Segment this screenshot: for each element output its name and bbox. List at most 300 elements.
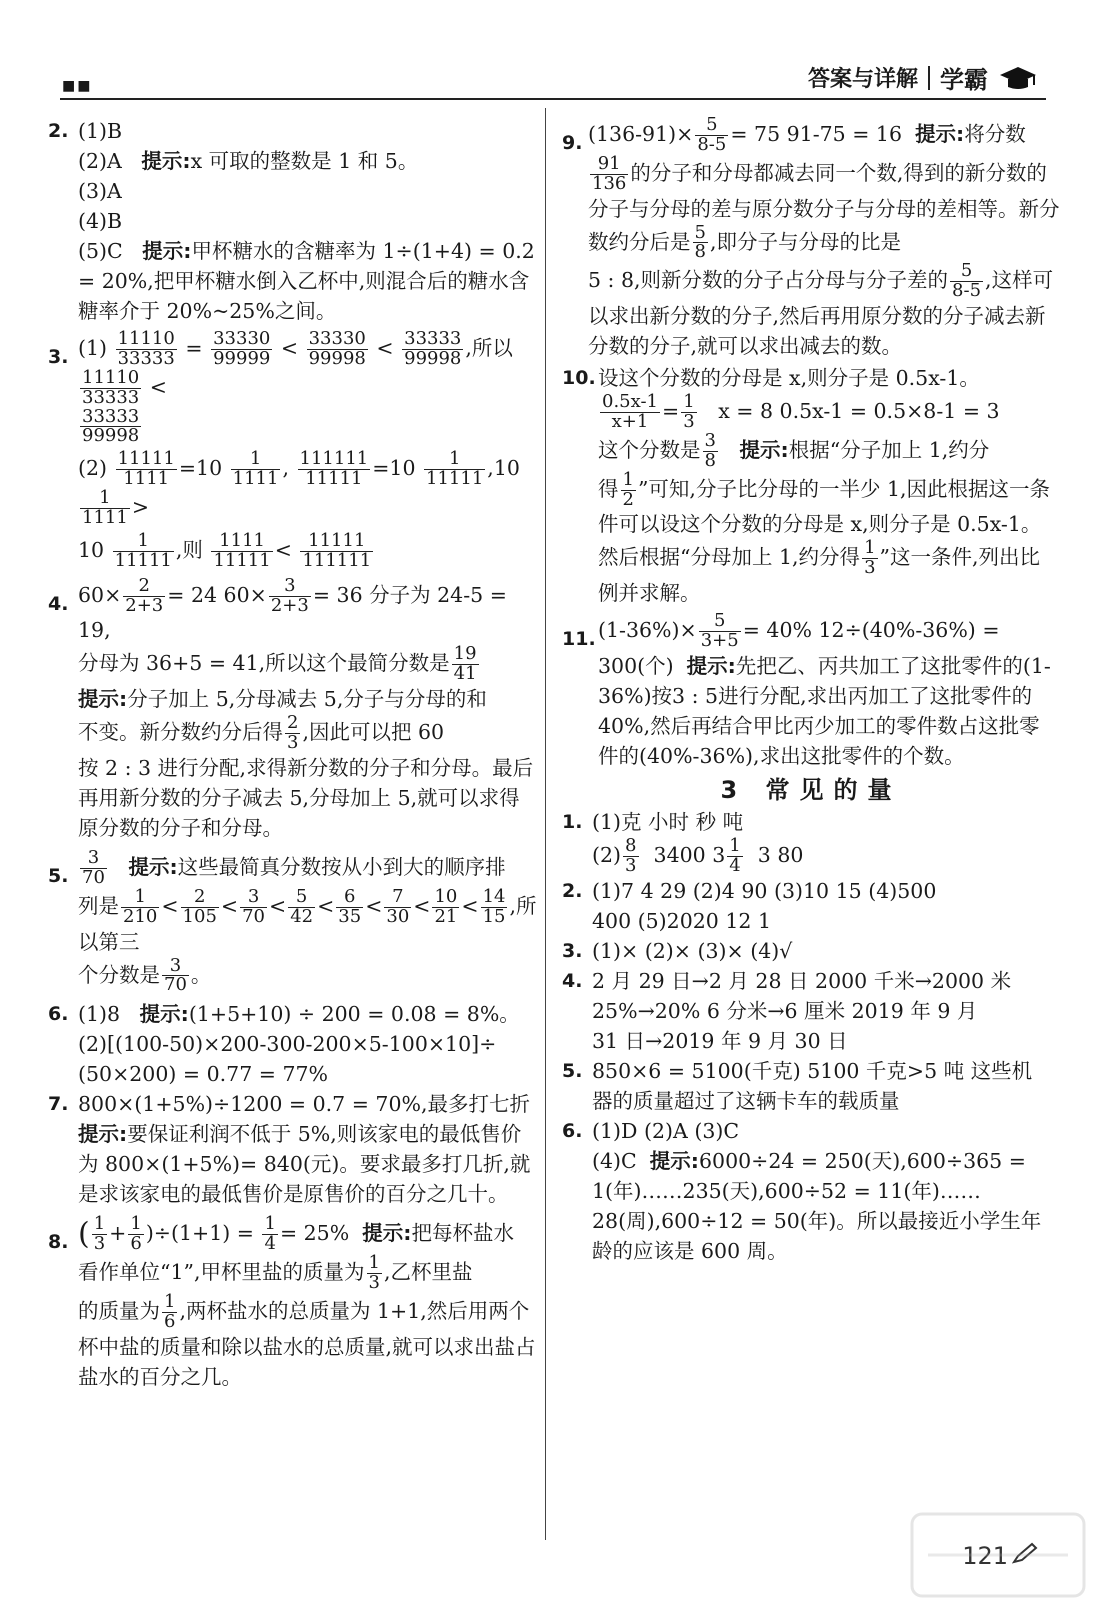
denominator: 105 <box>182 905 217 927</box>
numerator: 3 <box>80 849 107 869</box>
answer-text: 3 80 <box>757 842 804 867</box>
item-number: 5. <box>562 1059 583 1082</box>
hint-label: 提示: <box>686 654 736 679</box>
section3-answer-3 <box>562 936 1060 966</box>
denominator: 11111 <box>426 468 484 490</box>
expression-text: = 25% <box>279 1221 350 1246</box>
answer-text: 300(个) <box>598 654 674 679</box>
section-title: 3 常见的量 <box>720 776 902 805</box>
expression-text: (136-91)× <box>588 121 694 146</box>
answer-line: (1)D (2)A (3)C <box>592 1118 740 1143</box>
denominator: x+1 <box>611 411 649 433</box>
answer-line: 850×6 = 5100(千克) 5100 千克>5 吨 这些机 <box>592 1058 1033 1083</box>
numerator: 1 <box>121 888 159 908</box>
numerator: 8 <box>625 835 637 857</box>
operator: < <box>220 893 239 918</box>
fraction <box>590 152 628 194</box>
denominator: 4 <box>264 1233 276 1255</box>
answer-6 <box>48 999 538 1089</box>
expression-text: )÷(1+1) = <box>145 1221 254 1246</box>
item-number: 2. <box>562 879 583 902</box>
item-number: 8. <box>48 1231 69 1254</box>
answer-line: (3)A <box>78 179 122 203</box>
numerator: 0.5x-1 <box>602 391 658 413</box>
answer-line <box>78 1119 538 1209</box>
denominator: 41 <box>453 663 477 685</box>
fraction <box>80 405 141 447</box>
answer-line <box>598 393 1060 432</box>
answer-line <box>598 612 1060 651</box>
operator: < <box>376 335 394 360</box>
expression-text: = 40% 12÷(40%-36%) = <box>742 618 1000 643</box>
part-label: (2) <box>592 842 622 867</box>
hint-label: 提示: <box>362 1221 412 1246</box>
fraction <box>699 612 741 651</box>
section3-answer-5 <box>562 1056 1060 1116</box>
numerator: 3 <box>240 888 267 908</box>
right-column <box>562 116 1060 1266</box>
operator: = <box>185 335 203 360</box>
hint-text: x 可取的整数是 1 和 5。 <box>190 149 419 173</box>
hint-text: 按 2 : 3 进行分配,求得新分数的分子和分母。最后再用新分数的分子减去 5,分母加上 5,就可以求得原分数的分子和分母。 <box>78 756 534 841</box>
fraction <box>128 1215 143 1254</box>
item-number: 6. <box>562 1119 583 1142</box>
answer-line <box>78 885 538 957</box>
numerator: 1 <box>80 489 130 509</box>
item-number: 4. <box>562 969 583 992</box>
hint-text: ,两杯盐水的总质量为 1+1,然后用两个杯中盐的质量和除以盐水的总质量,就可以求出盐占盐水的百分之几。 <box>78 1298 536 1389</box>
fraction <box>424 450 485 489</box>
numerator: 14 <box>482 885 506 907</box>
operator: < <box>274 537 292 562</box>
fraction <box>402 330 463 369</box>
numerator: 33333 <box>404 328 462 349</box>
numerator: 1 <box>864 537 876 559</box>
hint-text: 这些最简真分数按从小到大的顺序排 <box>177 854 506 879</box>
operator: < <box>149 374 167 399</box>
denominator: 4 <box>729 854 741 876</box>
denominator: 99998 <box>308 347 366 369</box>
answer-text: 3400 3 <box>653 842 726 867</box>
denominator: 3 <box>864 557 876 579</box>
answer-4 <box>48 574 538 843</box>
hint-text: ,乙杯里盐 <box>383 1260 473 1285</box>
operator: =10 <box>372 456 416 481</box>
numerator: 33330 <box>308 328 366 349</box>
numerator: 1 <box>264 1213 276 1235</box>
hint-text: 不变。新分数约分后得 <box>78 720 283 745</box>
left-column <box>48 116 538 1392</box>
expression-text: x = 8 0.5x-1 = 0.5×8-1 = 3 <box>718 399 1000 424</box>
fraction <box>862 539 877 578</box>
fraction <box>384 885 411 927</box>
item-number: 5. <box>48 865 69 888</box>
numerator: 1 <box>729 835 741 857</box>
part-label: (1) <box>78 335 108 360</box>
denominator: 99999 <box>213 347 271 369</box>
header-brand: 学霸 <box>940 66 988 94</box>
answer-line <box>78 574 538 646</box>
header-title-group <box>808 60 1038 95</box>
denominator: 11111 <box>305 468 363 490</box>
numerator: 33333 <box>82 405 140 427</box>
fraction <box>80 489 130 528</box>
answer-line: 设这个分数的分母是 x,则分子是 0.5x-1。 <box>598 366 980 391</box>
answer-9 <box>562 116 1060 361</box>
connector-text: , <box>282 456 289 481</box>
hint-text: ,即分子与分母的比是 <box>709 229 901 254</box>
denominator: 3 <box>625 854 637 876</box>
hint-label: 提示: <box>141 149 191 173</box>
fraction <box>181 885 219 927</box>
numerator: 5 <box>699 612 741 632</box>
section3-answer-4 <box>562 966 1060 1056</box>
answer-line: 器的质量超过了这辆卡车的载质量 <box>592 1088 900 1113</box>
answer-2 <box>48 116 538 326</box>
answer-line <box>78 330 538 408</box>
denominator: 99998 <box>82 425 140 447</box>
answer-line <box>78 450 538 528</box>
fraction <box>367 1254 382 1293</box>
numerator: 1 <box>164 1290 176 1312</box>
hint-text: ”可知,分子比分母的一半少 1,因此根据这一条件可以设这个分数的分母是 x,则分子是 0.5x-1。然后根据“分母加上 1,约分得 <box>598 476 1051 570</box>
denominator: 21 <box>434 905 458 927</box>
operator: < <box>365 893 383 918</box>
denominator: 6 <box>164 1310 176 1332</box>
operator: < <box>269 893 287 918</box>
hint-text: (1+5+10) ÷ 200 = 0.08 = 8%。 <box>188 1002 520 1027</box>
item-number: 2. <box>48 120 69 142</box>
numerator: 1111 <box>211 532 272 552</box>
hint-text: 看作单位“1”,甲杯里盐的质量为 <box>78 1260 365 1285</box>
answer-3 <box>48 330 538 571</box>
answer-line: 800×(1+5%)÷1200 = 0.7 = 70%,最多打七折 <box>78 1092 530 1117</box>
hint-text: ,所以第三 <box>78 893 537 954</box>
operator: < <box>461 893 479 918</box>
denominator: 70 <box>164 974 187 996</box>
denominator: 3 <box>93 1233 106 1255</box>
denominator: 1111 <box>82 507 128 529</box>
item-number: 9. <box>562 132 583 154</box>
fraction <box>452 645 479 684</box>
numerator: 1 <box>622 468 634 490</box>
section3-answer-2 <box>562 876 1060 936</box>
denominator: 42 <box>290 905 314 927</box>
fraction <box>262 1215 277 1254</box>
fraction <box>80 849 107 888</box>
hint-text: ,因此可以把 60 <box>302 720 445 745</box>
fraction <box>240 885 267 927</box>
hint-text: 列是 <box>78 893 119 918</box>
answer-text: 这个分数是 <box>598 437 701 462</box>
denominator: 8 <box>704 449 716 471</box>
section3-answer-1 <box>562 807 1060 876</box>
answer-line <box>598 468 1060 609</box>
header-title: 答案与详解 <box>807 67 918 92</box>
hint-text: 6000÷24 = 250(天),600÷365 = 1(年)……235(天),600÷52 = 11(年)……28(周),600÷12 = 50(年)。所以最接近小学生年龄的应该是 600 周。 <box>592 1148 1042 1263</box>
expression-text: (1-36%)× <box>598 618 697 643</box>
answer-line: 25%→20% 6 分米→6 厘米 2019 年 9 月 <box>592 998 978 1023</box>
hint-text: 得 <box>598 476 619 501</box>
numerator: 1 <box>130 1213 142 1235</box>
hint-text: 个分数是 <box>78 962 160 987</box>
fraction <box>693 221 708 263</box>
operator: < <box>161 893 179 918</box>
answer-line <box>592 837 1060 876</box>
fraction-sequence <box>119 885 509 927</box>
graduation-cap-icon <box>998 65 1038 91</box>
denominator: 3 <box>683 411 695 433</box>
operator: < <box>413 893 431 918</box>
answer-line <box>588 152 1060 263</box>
numerator: 1 <box>93 1213 106 1235</box>
fraction <box>336 885 363 927</box>
denominator: 70 <box>82 866 105 888</box>
hint-text: 将分数 <box>964 121 1026 146</box>
operator: ( <box>78 1216 90 1252</box>
item-number: 11. <box>562 628 596 651</box>
answer-watermark <box>908 1510 1088 1600</box>
denominator: 99998 <box>404 347 462 369</box>
denominator: 35 <box>338 905 362 927</box>
fraction <box>92 1215 107 1254</box>
item-number: 1. <box>562 811 583 834</box>
hint-text: 5 : 8,则新分数的分子占分母与分子差的 <box>588 268 949 293</box>
answer-line <box>78 999 538 1029</box>
hint-label: 提示: <box>739 437 789 462</box>
numerator: 1 <box>683 391 695 413</box>
fraction <box>307 330 368 369</box>
numerator: 3 <box>162 957 189 977</box>
answer-line <box>78 146 538 176</box>
fraction <box>162 954 189 996</box>
answer-line <box>78 849 538 888</box>
answer-line <box>588 262 1060 361</box>
item-number: 10. <box>562 367 596 390</box>
hint-label: 提示: <box>915 121 965 146</box>
numerator: 111111 <box>299 448 369 470</box>
hint-text: 先把乙、丙共加工了这批零件的(1-36%)按3 : 5进行分配,求出丙加工了这批零件的 40%,然后再结合甲比丙少加工的零件数占这批零件的(40%-36%),求出这批零件的个数。 <box>598 654 1051 769</box>
denominator: 3+5 <box>700 630 739 652</box>
denominator: 11111 <box>114 549 172 571</box>
hint-text: 甲杯糖水的含糖率为 1÷(1+4) = 0.2 = 20%,把甲杯糖水倒入乙杯中,则混合后的糖水含糖率介于 20%~25%之间。 <box>78 239 535 323</box>
operator: > <box>131 495 149 520</box>
section3-answer-6 <box>562 1116 1060 1266</box>
answer-line <box>78 236 538 326</box>
denominator: 33333 <box>82 386 140 408</box>
expression-text: = 36 分子为 24-5 = 19, <box>78 582 507 643</box>
hint-text: 分子加上 5,分母减去 5,分子与分母的和 <box>127 687 487 712</box>
numerator: 1 <box>231 450 281 470</box>
fraction <box>681 393 696 432</box>
numerator: 2 <box>123 577 165 597</box>
denominator: 30 <box>386 905 410 927</box>
answer-8 <box>48 1215 538 1391</box>
hint-text: 。 <box>190 962 212 987</box>
item-number: 3. <box>48 346 69 368</box>
numerator: 11111 <box>117 448 175 470</box>
denominator: 1111 <box>123 468 170 490</box>
answer-choice: (2)A <box>78 149 122 173</box>
numerator: 33330 <box>213 328 271 349</box>
denominator: 136 <box>592 172 627 194</box>
fraction <box>481 885 508 927</box>
fraction <box>727 837 742 876</box>
answer-line: 400 (5)2020 12 1 <box>592 908 772 933</box>
item-number: 3. <box>562 939 583 962</box>
answer-line: (1)克 小时 秒 吨 <box>592 810 744 835</box>
fraction <box>113 529 174 571</box>
hint-text: 的质量为 <box>78 1298 160 1323</box>
numerator: 5 <box>288 888 315 908</box>
hint-text: ,这样可以求出新分数的分子,然后再用原分数的分子减去新分数的分子,就可以求出减去的数。 <box>588 268 1054 359</box>
fraction <box>432 885 459 927</box>
hint-text: 要保证利润不低于 5%,则该家电的最低售价为 800×(1+5%)= 840(元)。要求最多打几折,就是求该家电的最低售价是原售价的百分之几十。 <box>78 1122 531 1207</box>
fraction <box>950 262 983 301</box>
denominator: 11111 <box>213 549 271 571</box>
operator: =10 <box>178 456 223 481</box>
numerator: 1 <box>113 532 174 552</box>
answer-choice: (1)8 <box>78 1002 121 1027</box>
fraction <box>621 468 636 510</box>
answer-7 <box>48 1089 538 1209</box>
denominator: 8-5 <box>697 133 727 155</box>
fraction <box>80 366 141 408</box>
connector-text: ,10 <box>487 456 520 481</box>
page-number: 121 <box>962 1542 1008 1570</box>
numerator: 2 <box>287 712 299 734</box>
numerator: 11111 <box>300 532 373 552</box>
answer-line <box>78 954 538 996</box>
fraction <box>288 885 315 927</box>
expression-text: = 24 60× <box>167 582 267 607</box>
column-divider <box>545 108 546 1540</box>
fraction <box>123 574 165 616</box>
fraction <box>162 1290 177 1332</box>
hint-text: ”这一条件,列出比例并求解。 <box>598 545 1041 606</box>
denominator: 3 <box>368 1272 380 1294</box>
numerator: 6 <box>336 888 363 908</box>
denominator: 33333 <box>117 347 175 369</box>
numerator: 1 <box>424 450 485 470</box>
answer-line <box>78 529 538 571</box>
fraction <box>116 330 177 369</box>
denominator: 2 <box>622 488 634 510</box>
answer-line: 2 月 29 日→2 月 28 日 2000 千米→2000 米 <box>592 968 1012 993</box>
answer-line: 31 日→2019 年 9 月 30 日 <box>592 1028 848 1053</box>
numerator: 1 <box>368 1252 380 1274</box>
fraction <box>695 116 728 155</box>
numerator: 10 <box>434 885 458 907</box>
operator: < <box>317 893 335 918</box>
numerator: 11110 <box>117 328 175 349</box>
denominator: 70 <box>242 905 265 927</box>
answer-line <box>588 116 1060 155</box>
answer-line: (1)× (2)× (3)× (4)√ <box>592 938 793 963</box>
answer-text: 分母为 36+5 = 41,所以这个最简分数是 <box>78 651 450 676</box>
numerator: 91 <box>590 155 628 175</box>
fraction <box>211 529 272 571</box>
answer-line <box>78 405 538 447</box>
fraction <box>623 837 638 876</box>
hint-text: 根据“分子加上 1,约分 <box>788 437 990 462</box>
numerator: 5 <box>694 221 706 243</box>
fraction <box>211 330 272 369</box>
item-number: 6. <box>48 1003 69 1026</box>
answer-line: (1)7 4 29 (2)4 90 (3)10 15 (4)500 <box>592 878 937 903</box>
denominator: 8-5 <box>952 280 982 302</box>
fraction <box>285 714 300 753</box>
answer-line <box>78 714 538 753</box>
hint-label: 提示: <box>649 1148 699 1173</box>
hint-label: 提示: <box>78 687 128 712</box>
header-marks: ■■ <box>62 78 93 94</box>
denominator: 111111 <box>302 549 372 571</box>
numerator: 3 <box>704 429 716 451</box>
answer-line <box>592 1146 1060 1266</box>
numerator: 7 <box>384 888 411 908</box>
item-number: 7. <box>48 1093 69 1116</box>
answer-line <box>598 429 1060 471</box>
answer-11 <box>562 612 1060 771</box>
denominator: 2+3 <box>270 594 309 616</box>
fraction <box>300 529 373 571</box>
denominator: 15 <box>482 905 506 927</box>
operator: < <box>280 335 299 360</box>
answer-line: (1)B <box>78 119 123 143</box>
fraction <box>231 450 281 489</box>
denominator: 3 <box>287 732 299 754</box>
numerator: 19 <box>453 643 477 665</box>
numerator: 2 <box>181 888 219 908</box>
answer-5 <box>48 849 538 995</box>
fraction <box>298 450 371 489</box>
header-separator <box>928 66 930 90</box>
denominator: 6 <box>130 1233 142 1255</box>
answer-line <box>598 651 1060 771</box>
expression-text: = 75 91-75 = 16 <box>730 121 903 146</box>
answer-10 <box>562 363 1060 608</box>
fraction <box>269 574 311 616</box>
expression-text: 60× <box>78 582 122 607</box>
answer-line <box>78 1215 538 1254</box>
hint-text: 把每杯盐水 <box>411 1221 514 1246</box>
answer-line <box>78 684 538 714</box>
item-number: 4. <box>48 592 69 615</box>
header-rule <box>60 98 1046 100</box>
operator: = <box>662 399 680 424</box>
numerator: 3 <box>269 577 311 597</box>
denominator: 2+3 <box>125 594 164 616</box>
fraction <box>121 885 159 927</box>
denominator: 8 <box>694 241 706 263</box>
numerator: 5 <box>695 116 728 136</box>
fraction <box>600 393 660 432</box>
hint-label: 提示: <box>128 854 178 879</box>
answer-line: (4)B <box>78 209 123 233</box>
operator: + <box>109 1221 127 1246</box>
whole-number: 10 <box>78 537 105 562</box>
hint-label: 提示: <box>78 1122 128 1147</box>
hint-label: 提示: <box>139 1002 189 1027</box>
answer-line <box>78 645 538 684</box>
connector-text: ,则 <box>175 537 203 562</box>
denominator: 210 <box>123 905 158 927</box>
hint-label: 提示: <box>142 239 192 263</box>
answer-choice: (4)C <box>592 1148 637 1173</box>
fraction <box>116 450 177 489</box>
numerator: 11110 <box>82 366 140 388</box>
